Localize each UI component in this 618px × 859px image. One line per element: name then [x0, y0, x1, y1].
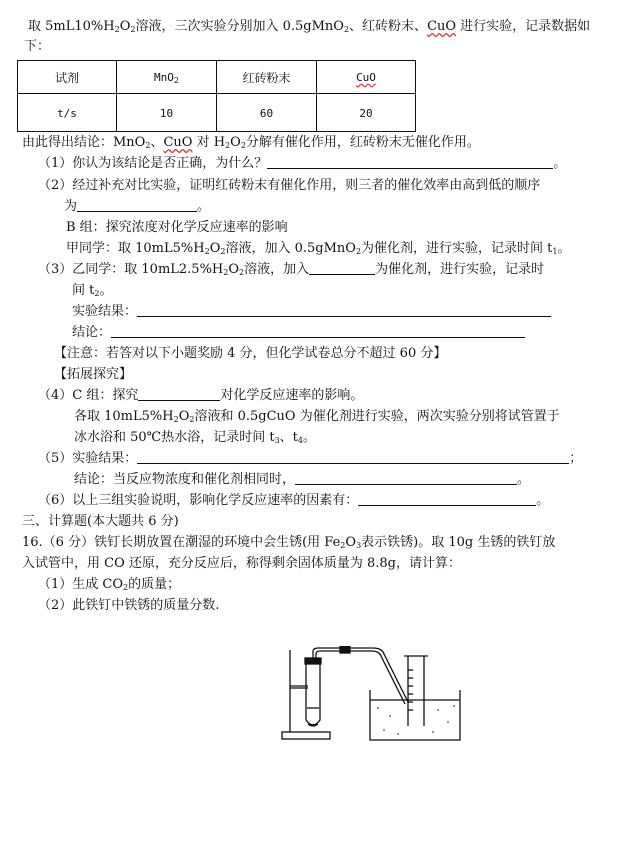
question-3-text-e: 间 t: [72, 283, 95, 298]
table-header-cell: [117, 61, 217, 94]
question-16-text-c: 表示铁锈)。取 10g 生锈的铁钉放: [361, 535, 556, 550]
question-16-text-b: O: [345, 535, 357, 550]
period: 。: [553, 156, 567, 171]
subscript: 2: [123, 583, 129, 592]
subscript: 2: [240, 141, 246, 150]
answer-blank-6[interactable]: [358, 492, 536, 506]
answer-blank-3[interactable]: [309, 261, 375, 275]
period: 。: [536, 493, 550, 508]
value-cuo: 20: [359, 106, 373, 120]
question-4-text-c: 各取 10mL5%H: [74, 409, 174, 424]
period: 。: [99, 283, 113, 298]
subscript: 1: [552, 247, 558, 256]
subscript: 2: [114, 25, 120, 34]
gas-collection-apparatus-figure: [278, 646, 468, 746]
jia-text-a: 甲同学：取 10mL5%H: [66, 241, 205, 256]
intro-line-2: [24, 38, 50, 56]
question-16-part-2: [38, 597, 219, 615]
question-3-text-c: 溶液，加入: [244, 262, 310, 277]
stopper: [305, 658, 321, 664]
subscript: 2: [94, 289, 100, 298]
question-4-line-2: [74, 408, 560, 426]
intro-text-g: 下：: [24, 39, 51, 54]
answer-blank-2[interactable]: [77, 198, 197, 212]
question-2-text-b: 为: [64, 199, 78, 214]
jia-text-d: 为催化剂，进行实验，记录时间 t: [361, 241, 553, 256]
table-header-row: [18, 61, 416, 94]
question-1-text: （1）你认为该结论是否正确，为什么？: [38, 156, 268, 171]
value-mno2: 10: [159, 106, 174, 120]
water-trough: [370, 690, 460, 740]
question-4-text-g: 、t: [279, 430, 298, 445]
subscript: 2: [173, 76, 179, 85]
question-16-line-1: [22, 534, 555, 552]
question-1: [38, 155, 566, 173]
group-b-jia: [66, 240, 571, 258]
table-cell: [117, 94, 217, 132]
conclusion-text-b: 、: [150, 135, 164, 150]
test-tube: [306, 660, 320, 725]
subscript: 2: [220, 247, 226, 256]
jia-text-b: O: [209, 241, 221, 256]
subscript: 2: [223, 268, 229, 277]
extension-heading: [54, 366, 132, 384]
part-1-text: （1）生成 CO: [38, 577, 124, 592]
question-4-text-b: 对化学反应速率的影响。: [220, 388, 364, 403]
question-4-text-a: （4）C 组：探究: [38, 388, 139, 403]
intro-text-cuo: CuO: [427, 19, 457, 34]
section-3-text: 三、计算题(本大题共 6 分): [22, 514, 179, 529]
group-b-title: [66, 219, 288, 237]
table-row: [18, 94, 416, 132]
row-label-time: t/s: [57, 106, 77, 120]
intro-text-d: 、红砖粉末、: [349, 19, 428, 34]
subscript: 2: [204, 247, 210, 256]
graduated-cylinder: [408, 656, 424, 726]
intro-text-f: 进行实验，记录数据如: [456, 19, 591, 34]
answer-blank-1[interactable]: [267, 155, 553, 169]
question-6-text: （6）以上三组实验说明，影响化学反应速率的因素有：: [38, 493, 359, 508]
part-1-text-b: 的质量；: [128, 577, 181, 592]
notice-text: 【注意：若答对以下小题奖励 4 分，但化学试卷总分不超过 60 分】: [54, 346, 447, 361]
extension-text: 【拓展探究】: [54, 367, 133, 382]
table-cell: [317, 94, 416, 132]
subscript: 2: [130, 25, 136, 34]
catalyst-powder: [308, 724, 318, 726]
conclusion-text-e: O: [230, 135, 241, 150]
question-4-text-e: 溶液和 0.5gCuO 为催化剂进行实验，两次实验分别将试管置于: [194, 409, 560, 424]
question-16-line-2: [22, 555, 461, 573]
question-16-text-d: 入试管中，用 CO 还原，充分反应后，称得剩余固体质量为 8.8g，请计算：: [22, 556, 461, 571]
conclusion-text-a: 由此得出结论：MnO: [22, 135, 146, 150]
answer-blank-result[interactable]: [137, 303, 551, 317]
question-3-line-2: [72, 282, 112, 300]
conclusion-label: 结论：: [72, 325, 112, 340]
jia-text-c: 溶液，加入 0.5gMnO: [225, 241, 356, 256]
result-label: 实验结果：: [72, 304, 138, 319]
delivery-tube: [316, 651, 405, 704]
question-3-conclusion: [72, 324, 525, 342]
intro-line-1: [28, 18, 590, 36]
question-5-text-b: 结论：当反应物浓度和催化剂相同时，: [74, 472, 296, 487]
question-3-text-d: 为催化剂，进行实验，记录时: [375, 262, 545, 277]
question-4-line-1: [38, 387, 363, 405]
header-mno2: MnO: [154, 71, 174, 84]
question-5-line-2: [74, 471, 530, 489]
period: 。: [517, 472, 531, 487]
notice: [54, 345, 446, 363]
stand-base: [282, 732, 330, 739]
question-3-text-b: O: [228, 262, 240, 277]
subscript: 2: [239, 268, 245, 277]
question-16-part-1: [38, 576, 180, 594]
table-cell: [217, 94, 317, 132]
answer-blank-conclusion[interactable]: [111, 324, 525, 338]
delivery-tube: [313, 648, 408, 702]
period: 。: [303, 430, 317, 445]
question-6: [38, 492, 549, 510]
water-texture: [377, 705, 455, 735]
question-4-text-d: O: [178, 409, 190, 424]
subscript: 3: [274, 436, 280, 445]
question-5-text-a: （5）实验结果：: [38, 451, 138, 466]
question-3-result: [72, 303, 551, 321]
table-cell: [18, 94, 117, 132]
question-2-text: （2）经过补充对比实验，证明红砖粉末有催化作用，则三者的催化效率由高到低的顺序: [38, 178, 541, 193]
intro-text-a: 取 5mL10%H: [28, 19, 115, 34]
conclusion-line: [22, 134, 480, 152]
subscript: 2: [355, 247, 362, 256]
subscript: 2: [145, 141, 151, 150]
conclusion-text-d: 对 H: [192, 135, 226, 150]
question-5-line-1: [38, 450, 582, 468]
intro-text-c: 溶液，三次实验分别加入 0.5gMnO: [135, 19, 344, 34]
conclusion-text-cuo: CuO: [163, 135, 193, 150]
table-header-cell: [217, 61, 317, 94]
subscript: 4: [297, 436, 303, 445]
answer-blank-4[interactable]: [138, 387, 220, 401]
semicolon: ；: [569, 451, 583, 466]
section-3-heading: [22, 513, 179, 531]
value-brick: 60: [259, 106, 274, 120]
data-table: [17, 60, 416, 132]
header-cuo: CuO: [356, 71, 376, 84]
question-3-text-a: （3）乙同学：取 10mL2.5%H: [38, 262, 224, 277]
question-4-text-f: 冰水浴和 50℃热水浴，记录时间 t: [74, 430, 275, 445]
table-header-cell: [317, 61, 416, 94]
question-16-text-a: 16.（6 分）铁钉长期放置在潮湿的环境中会生锈(用 Fe: [22, 535, 341, 550]
question-2-line-1: [38, 177, 540, 195]
rubber-connector: [340, 646, 350, 653]
intro-text-b: O: [119, 19, 131, 34]
answer-blank-5b[interactable]: [295, 471, 517, 485]
period: 。: [557, 241, 571, 256]
subscript: 2: [189, 415, 195, 424]
subscript: 2: [340, 541, 346, 550]
subscript: 2: [225, 141, 231, 150]
header-reagent: 试剂: [54, 70, 79, 85]
question-3-line-1: [38, 261, 544, 279]
header-brick-powder: 红砖粉末: [242, 70, 291, 85]
question-2-line-2: [64, 198, 210, 216]
answer-blank-5a[interactable]: [137, 450, 569, 464]
subscript: 2: [173, 415, 179, 424]
subscript: 2: [343, 25, 350, 34]
subscript: 3: [356, 541, 362, 550]
conclusion-text-f: 分解有催化作用，红砖粉末无催化作用。: [245, 135, 480, 150]
group-b-title-text: B 组：探究浓度对化学反应速率的影响: [66, 220, 288, 235]
question-4-line-3: [74, 429, 316, 447]
period: 。: [197, 199, 211, 214]
table-header-cell: [18, 61, 117, 94]
part-2-text: （2）此铁钉中铁锈的质量分数.: [38, 598, 220, 613]
